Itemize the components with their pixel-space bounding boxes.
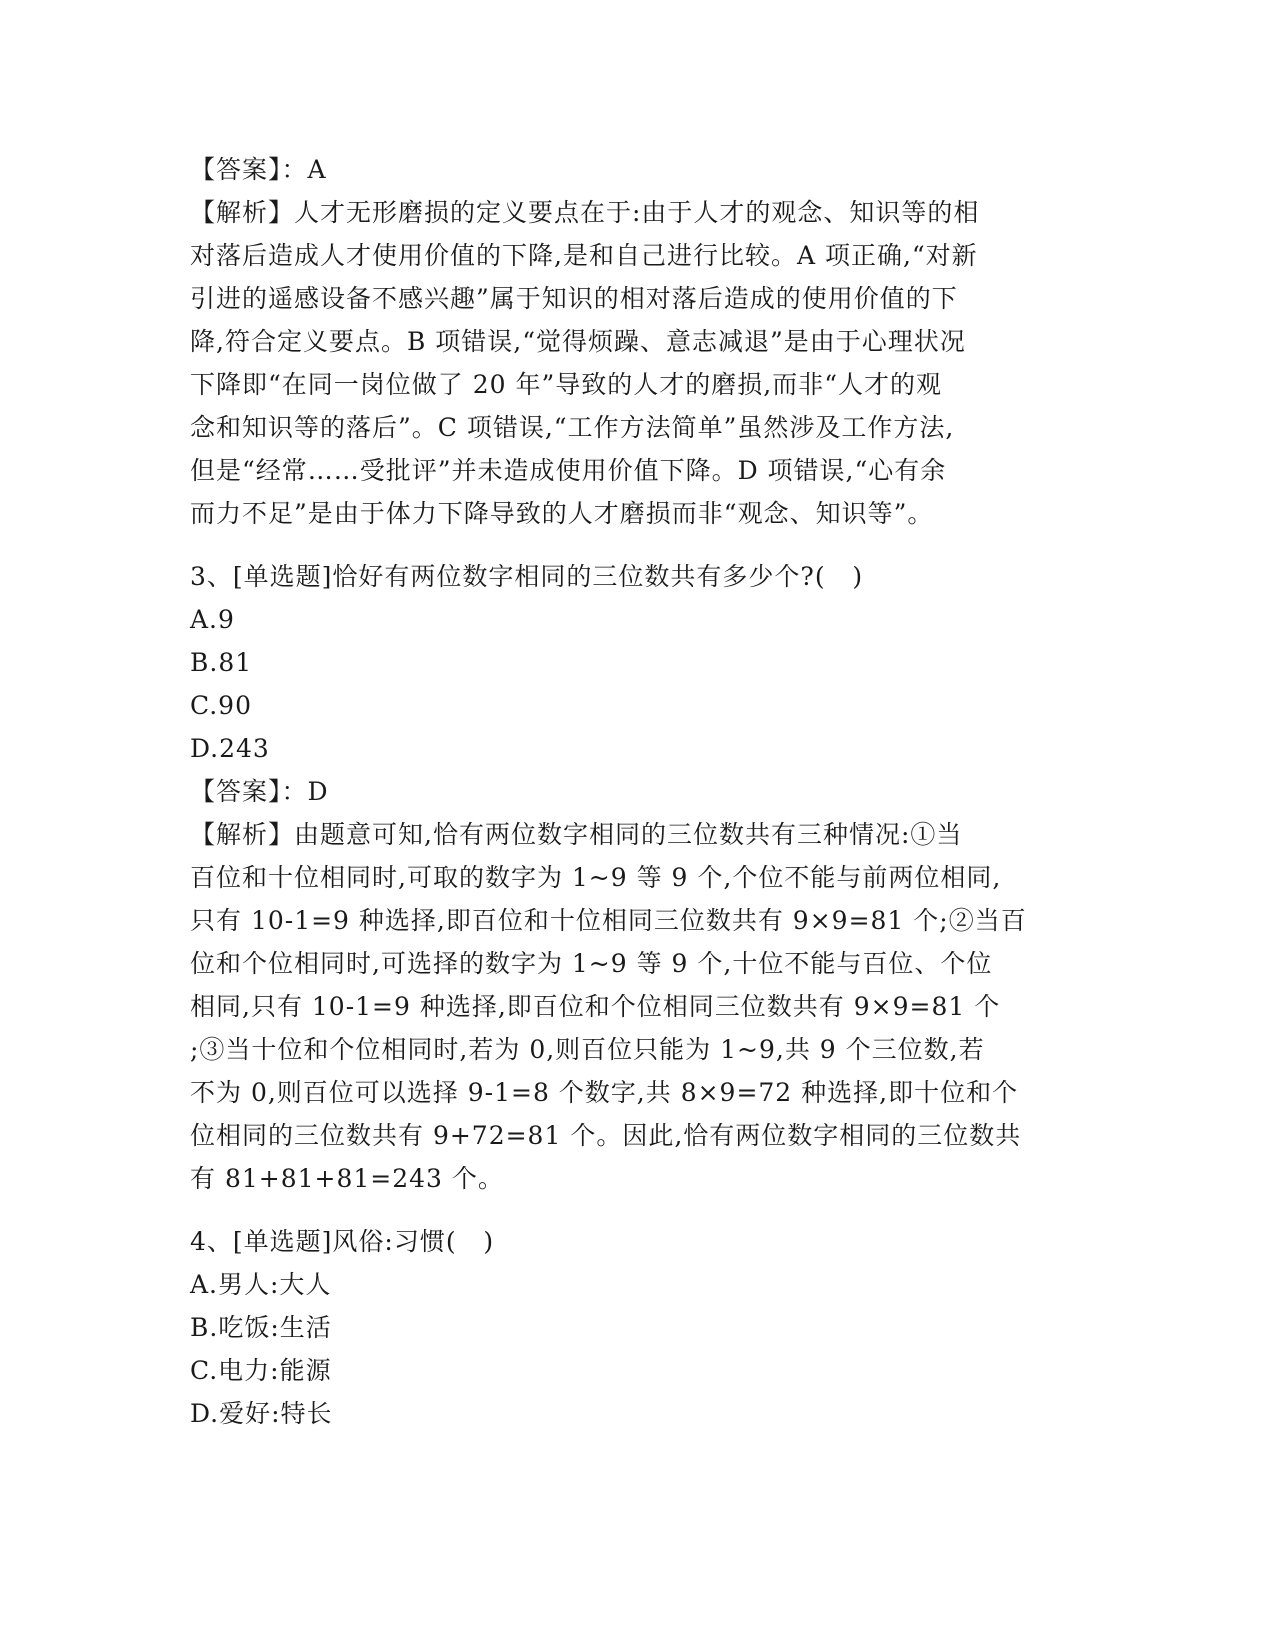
analysis-line: 对落后造成人才使用价值的下降,是和自己进行比较。A 项正确,“对新	[190, 241, 978, 270]
analysis-line: 【解析】人才无形磨损的定义要点在于:由于人才的观念、知识等的相	[190, 198, 980, 227]
question-3	[190, 555, 1090, 1200]
option-b: B.81	[190, 648, 253, 677]
option-b: B.吃饭:生活	[190, 1313, 332, 1342]
analysis-line: 降,符合定义要点。B 项错误,“觉得烦躁、意志减退”是由于心理状况	[190, 327, 966, 356]
analysis-line: ;③当十位和个位相同时,若为 0,则百位只能为 1~9,共 9 个三位数,若	[190, 1035, 985, 1064]
question-stem: 3、[单选题]恰好有两位数字相同的三位数共有多少个?( )	[190, 562, 864, 591]
document-page	[190, 148, 1090, 1435]
analysis-line: 有 81+81+81=243 个。	[190, 1164, 504, 1193]
analysis-line: 百位和十位相同时,可取的数字为 1~9 等 9 个,个位不能与前两位相同,	[190, 863, 1002, 892]
analysis-text	[190, 191, 1090, 535]
option-d: D.243	[190, 734, 270, 763]
answer-line: 【答案】：D	[190, 777, 329, 806]
analysis-line: 念和知识等的落后”。C 项错误,“工作方法简单”虽然涉及工作方法,	[190, 413, 955, 442]
analysis-line: 位和个位相同时,可选择的数字为 1~9 等 9 个,十位不能与百位、个位	[190, 949, 993, 978]
question-4	[190, 1220, 1090, 1435]
question-stem: 4、[单选题]风俗:习惯( )	[190, 1227, 495, 1256]
option-a: A.男人:大人	[190, 1270, 332, 1299]
analysis-line: 但是“经常……受批评”并未造成使用价值下降。D 项错误,“心有余	[190, 456, 947, 485]
analysis-text	[190, 813, 1090, 1200]
question-2-solution	[190, 148, 1090, 535]
option-c: C.90	[190, 691, 252, 720]
option-d: D.爱好:特长	[190, 1399, 333, 1428]
analysis-line: 下降即“在同一岗位做了 20 年”导致的人才的磨损,而非“人才的观	[190, 370, 942, 399]
option-c: C.电力:能源	[190, 1356, 332, 1385]
answer-line: 【答案】：A	[190, 155, 327, 184]
analysis-line: 相同,只有 10-1=9 种选择,即百位和个位相同三位数共有 9×9=81 个	[190, 992, 1001, 1021]
analysis-line: 引进的遥感设备不感兴趣”属于知识的相对落后造成的使用价值的下	[190, 284, 958, 313]
analysis-line: 而力不足”是由于体力下降导致的人才磨损而非“观念、知识等”。	[190, 499, 934, 528]
analysis-line: 不为 0,则百位可以选择 9-1=8 个数字,共 8×9=72 种选择,即十位和个	[190, 1078, 1019, 1107]
option-a: A.9	[190, 605, 235, 634]
analysis-line: 只有 10-1=9 种选择,即百位和十位相同三位数共有 9×9=81 个;②当百	[190, 906, 1027, 935]
analysis-line: 位相同的三位数共有 9+72=81 个。因此,恰有两位数字相同的三位数共	[190, 1121, 1022, 1150]
analysis-line: 【解析】由题意可知,恰有两位数字相同的三位数共有三种情况:①当	[190, 820, 963, 849]
